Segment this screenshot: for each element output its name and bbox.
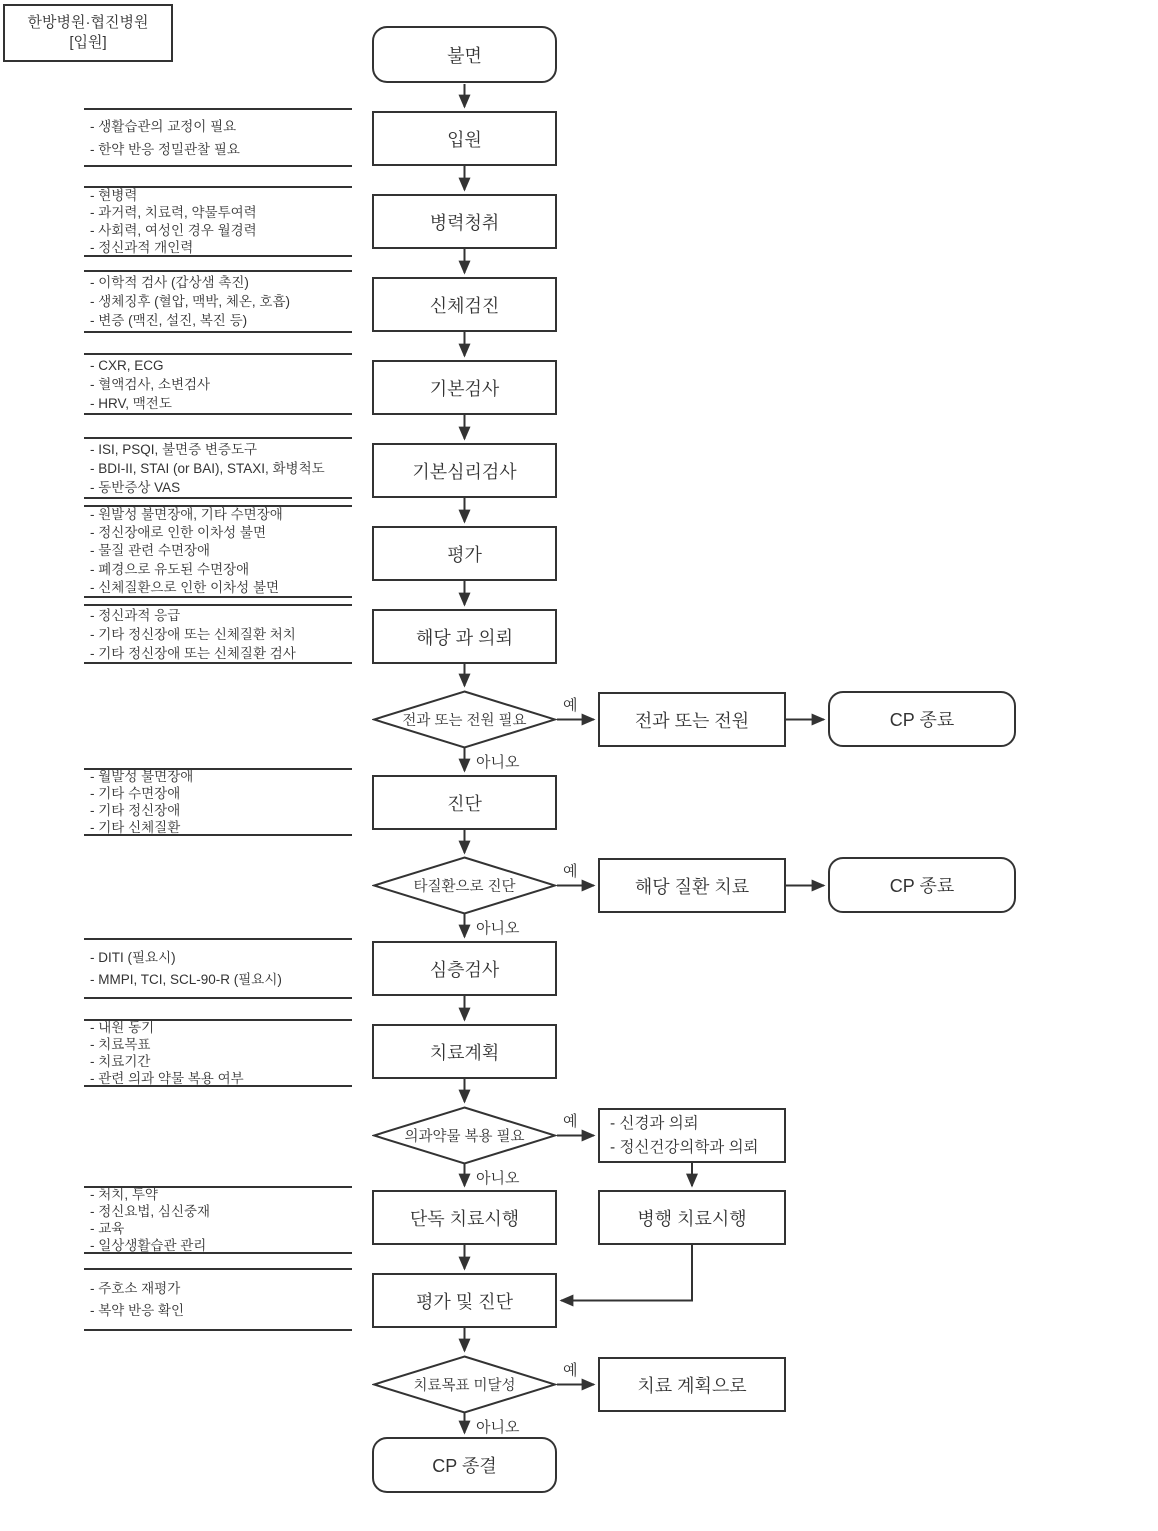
decision-other-disease-label: 타질환으로 진단 <box>413 879 516 895</box>
diagram-title-box <box>3 4 173 62</box>
decision-goal-label: 치료목표 미달성 <box>413 1378 516 1394</box>
node-admission: 입원 <box>372 111 557 166</box>
diagram-title-line1: 한방병원·협진병원 <box>27 14 149 31</box>
node-basic-psych-test: 기본심리검사 <box>372 443 557 498</box>
decision-goal-not-met <box>372 1355 557 1414</box>
node-deep-test: 심층검사 <box>372 941 557 996</box>
node-treat-other-disease: 해당 질환 치료 <box>598 858 786 913</box>
annotation-dept-referral: - 정신과적 응급 - 기타 정신장애 또는 신체질환 처치 - 기타 정신장애 또는 신체질환 검사 <box>84 604 352 664</box>
node-basic-test: 기본검사 <box>372 360 557 415</box>
annotation-deep-test: - DITI (필요시) - MMPI, TCI, SCL-90-R (필요시) <box>84 938 352 999</box>
node-transfer: 전과 또는 전원 <box>598 692 786 747</box>
node-physical-exam: 신체검진 <box>372 277 557 332</box>
node-back-to-plan: 치료 계획으로 <box>598 1357 786 1412</box>
decision-medication-label: 의과약물 복용 필요 <box>404 1129 525 1145</box>
node-cp-end-1: CP 종료 <box>828 691 1016 747</box>
diagram-title-line2: [입원] <box>69 34 107 51</box>
decision-transfer-label: 전과 또는 전원 필요 <box>402 713 527 729</box>
annotation-eval-diagnosis: - 주호소 재평가 - 복약 반응 확인 <box>84 1268 352 1331</box>
node-evaluation: 평가 <box>372 526 557 581</box>
annotation-admission: - 생활습관의 교정이 필요 - 한약 반응 정밀관찰 필요 <box>84 108 352 167</box>
annotation-basic-test: - CXR, ECG - 혈액검사, 소변검사 - HRV, 맥전도 <box>84 353 352 415</box>
edge-label-no-medication: 아니오 <box>476 1170 520 1187</box>
node-insomnia-start: 불면 <box>372 26 557 83</box>
node-history-taking: 병력청취 <box>372 194 557 249</box>
edge-label-no-goal: 아니오 <box>476 1419 520 1436</box>
edge-label-no-transfer: 아니오 <box>476 754 520 771</box>
edge-label-no-other: 아니오 <box>476 920 520 937</box>
node-cp-end-2: CP 종료 <box>828 857 1016 913</box>
annotation-evaluation: - 원발성 불면장애, 기타 수면장애 - 정신장애로 인한 이차성 불면 - 물질 관련 수면장애 - 폐경으로 유도된 수면장애 - 신체질환으로 인한 이차성 불면 <box>84 505 352 598</box>
med-referral-line2: - 정신건강의학과 의뢰 <box>610 1138 759 1156</box>
annotation-mono-treatment: - 처치, 투약 - 정신요법, 심신중재 - 교육 - 일상생활습관 관리 <box>84 1186 352 1254</box>
node-med-referral <box>598 1108 786 1163</box>
decision-transfer-needed <box>372 690 557 749</box>
edge-label-yes-goal: 예 <box>563 1362 578 1379</box>
annotation-history: - 현병력 - 과거력, 치료력, 약물투여력 - 사회력, 여성인 경우 월경력 - 정신과적 개인력 <box>84 186 352 257</box>
edge-label-yes-medication: 예 <box>563 1113 578 1130</box>
node-cp-final: CP 종결 <box>372 1437 557 1493</box>
annotation-diagnosis: - 월발성 불면장애 - 기타 수면장애 - 기타 정신장애 - 기타 신체질환 <box>84 768 352 836</box>
node-treatment-plan: 치료계획 <box>372 1024 557 1079</box>
edge-label-yes-other: 예 <box>563 863 578 880</box>
decision-other-disease <box>372 856 557 915</box>
edge-label-yes-transfer: 예 <box>563 697 578 714</box>
decision-medication-needed <box>372 1106 557 1165</box>
node-diagnosis: 진단 <box>372 775 557 830</box>
node-combined-treatment: 병행 치료시행 <box>598 1190 786 1245</box>
node-eval-diagnosis: 평가 및 진단 <box>372 1273 557 1328</box>
node-mono-treatment: 단독 치료시행 <box>372 1190 557 1245</box>
annotation-basic-psych-test: - ISI, PSQI, 불면증 변증도구 - BDI-II, STAI (or BAI), STAXI, 화병척도 - 동반증상 VAS <box>84 437 352 499</box>
med-referral-line1: - 신경과 의뢰 <box>610 1114 699 1132</box>
node-dept-referral: 해당 과 의뢰 <box>372 609 557 664</box>
annotation-physical-exam: - 이학적 검사 (갑상샘 촉진) - 생체징후 (혈압, 맥박, 체온, 호흡) - 변증 (맥진, 설진, 복진 등) <box>84 270 352 333</box>
annotation-treatment-plan: - 내원 동기 - 치료목표 - 치료기간 - 관련 의과 약물 복용 여부 <box>84 1019 352 1087</box>
